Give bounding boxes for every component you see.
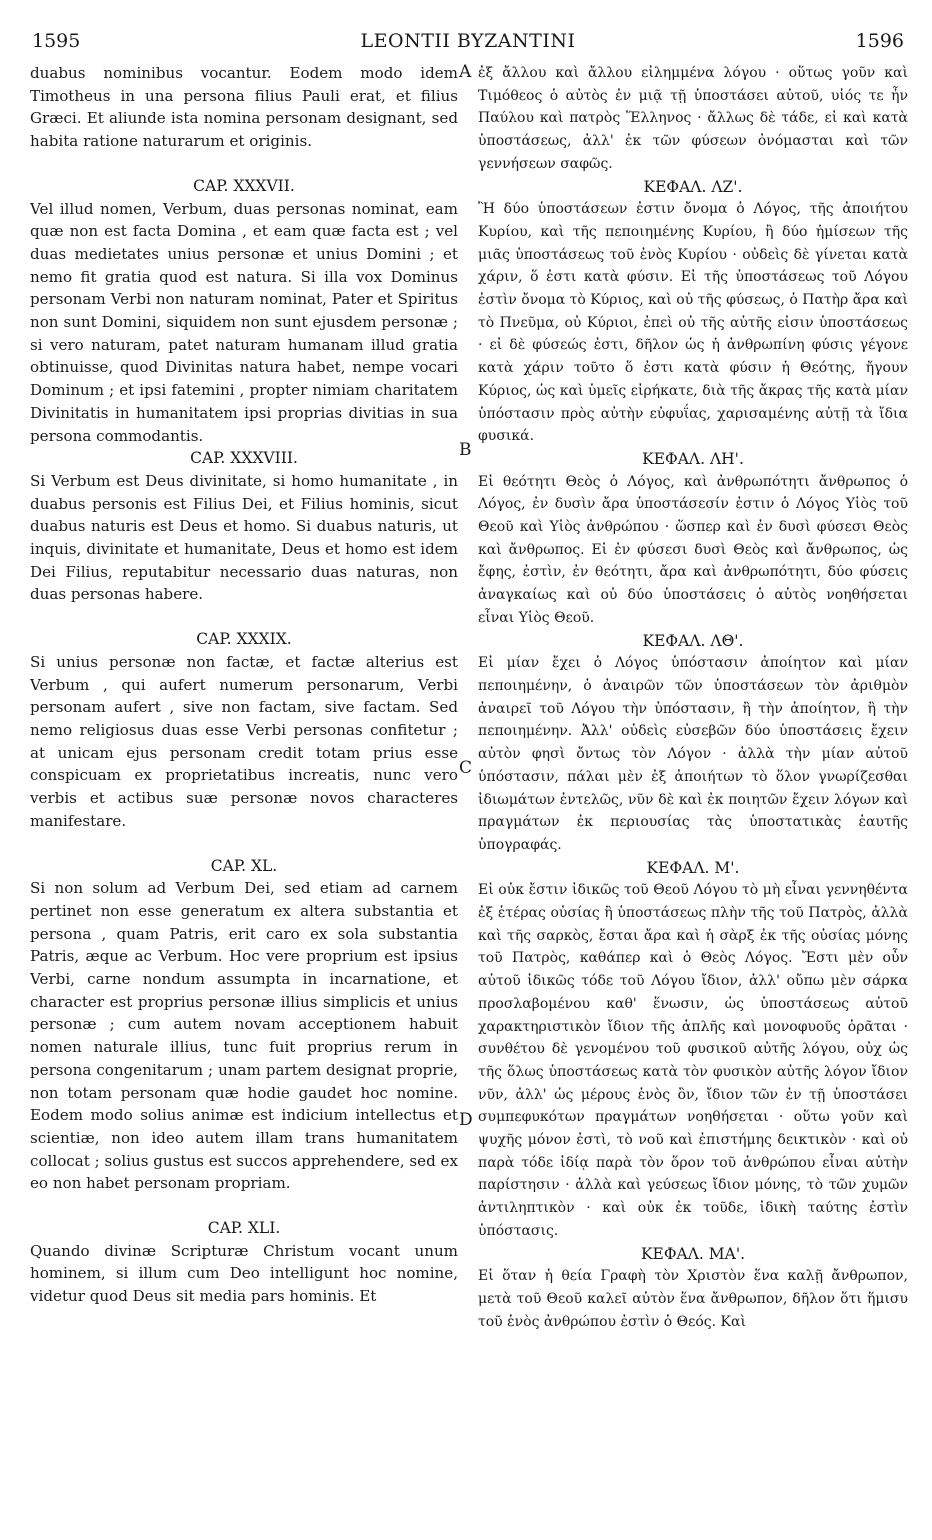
greek-chapter-40-text: Εἰ οὐκ ἔστιν ἰδικῶς τοῦ Θεοῦ Λόγου τὸ μὴ εἶναι γεννηθέντα ἐξ ἑτέρας οὐσίας ἢ ὑποστάσεως πλὴν τῆς τοῦ Πατρὸς, ἀλλὰ καὶ τῆς σαρκὸς, ἔσται ἄρα καὶ ἡ σὰρξ ἐκ τῆς οὐσίας μόνης τοῦ Πατρὸς, καθάπερ καὶ ὁ Θεὸς Λόγος. Ἔστι μὲν οὖν αὐτοῦ ἰδικῶς τόδε τοῦ Λόγου ἴδιον, ἀλλ' οὔπω μὲν σάρκα προσλαβομένου καθ' ἕνωσιν, ὡς ὑποστάσεως αὐτοῦ χαρακτηριστικὸν ἴδιον τῆς ἁπλῆς καὶ μονοφυοῦς ὁρᾶται · συνθέτου δὲ γενομένου τοῦ φυσικοῦ αὐτῆς λόγου, οὐχ ὡς τῆς ὅλως ὑποστάσεως κατὰ τὸν φυσικὸν αὐτῆς λόγον ἴδιον νῦν, ἀλλ' ὡς μέρους ἑνὸς ὂν, ἴδιον τῶν ἐν τῇ ὑποστάσει συμπεφυκότων πραγμάτων νοηθήσεται · οὕτω γοῦν καὶ ψυχῆς μόνον ἐστὶ, τὸ νοῦ καὶ ἐπιστήμης δεικτικὸν · καὶ οὐ παρὰ τόδε ἰδίᾳ παρὰ τὸν ὅρον τοῦ ἀνθρώπου εἶναι αὐτὴν παρίστησιν · ἀλλὰ καὶ γεύσεως ἴδιον μόνης, τὸ τῶν χυμῶν ἀντιληπτικὸν · καὶ οὐκ ἐκ τοῦδε, ἰδικὴ ταύτης ἐστὶν ὑπόστασις. [478, 882, 908, 1239]
spacer [30, 153, 458, 175]
greek-intro-paragraph: ἐξ ἄλλου καὶ ἄλλου εἰλημμένα λόγου · οὕτως γοῦν καὶ Τιμόθεος ὁ αὐτὸς ἐν μιᾷ τῇ ὑποστάσει αὐτοῦ, υἱός τε ἦν Παύλου καὶ πατρὸς Ἕλληνος · ἄλλως δὲ τάδε, εἰ καὶ κατὰ ὑποστάσεως, ἀλλ' ἐκ τῶν φύσεων ὀνόμασται καὶ τῶν γεννήσεων σαφῶς. [478, 65, 908, 172]
right-page-number: 1596 [855, 30, 904, 52]
greek-chapter-38-text: Εἰ θεότητι Θεὸς ὁ Λόγος, καὶ ἀνθρωπότητι ἄνθρωπος ὁ Λόγος, ἐν δυσὶν ἄρα ὑποστάσεσίν ἐστιν ὁ Λόγος Υἱὸς τοῦ Θεοῦ καὶ Υἱὸς ἀνθρώπου · ὥσπερ καὶ ἐν δυσὶ φύσεσι Θεὸς καὶ ἄνθρωπος. Εἰ ἐν φύσεσι δυσὶ Θεὸς καὶ ἄνθρωπος, ὡς ἔφης, ἐστὶν, ἐν θεότητι, ἄρα καὶ ἀνθρωπότητι, δύο φύσεις ἀναγκαίως καὶ οὐ δύο ὑποστάσεις ὁ αὐτὸς νοηθήσεται εἶναι Υἱὸς Θεοῦ. [478, 473, 908, 626]
margin-letter-d: D [459, 1110, 473, 1130]
margin-letter-c: C [459, 758, 473, 778]
margin-letter-b: B [459, 440, 472, 460]
greek-chapter-38-heading: ΚΕΦΑΛ. ΛΗ'. [642, 449, 744, 468]
latin-chapter-37-text: Vel illud nomen, Verbum, duas personas nominat, eam quæ non est facta Domina , et eam quæ facta est ; vel duas medietates unius personæ et unius Domini ; et nemo fit gratia quod est natura. Si illa vox Dominus personam Verbi non naturam nominat, Pater et Spiritus non sunt Domini, siquidem non sunt ejusdem personæ ; si vero naturam, patet naturam humanam illud gratia obtinuisse, quod Divinitas natura habet, nempe vocari Dominum ; et ipsi fatemini , propter nimiam charitatem Divinitatis in humanitatem ipsi proprias divitias in sua persona commodantis. [30, 199, 458, 445]
latin-chapter-39-text: Si unius personæ non factæ, et factæ alterius est Verbum , qui aufert numerum personarum, Verbi personam aufert , sive non factam, sive factam. Sed nemo religiosus duas esse Verbi personas confitetur ; at unicam ejus personam credit totam prius esse conspicuam ex proprietatibus increatis, nunc vero verbis et actibus suæ personæ novos characteres manifestare. [30, 652, 458, 830]
latin-chapter-41-text: Quando divinæ Scripturæ Christum vocant unum hominem, si illum cum Deo intelligunt hoc nomine, videtur quod Deus sit media pars hominis. Et [30, 1241, 458, 1306]
greek-chapter-39-heading: ΚΕΦΑΛ. ΛΘ'. [642, 631, 744, 650]
greek-chapter-39-text: Εἰ μίαν ἔχει ὁ Λόγος ὑπόστασιν ἀποίητον καὶ μίαν πεποιημένην, ὁ ἀναιρῶν τῶν ὑποστάσεων τὸν ἀριθμὸν ἀναιρεῖ τοῦ Λόγου τὴν ὑπόστασιν, ἢ τὴν ἀποίητον, ἢ τὴν πεποιημένην. Ἀλλ' οὐδεὶς εὐσεβῶν δύο ὑποστάσεις ἔχειν αὐτὸν φησὶ ὄντως τὸν Λόγον · ἀλλὰ τὴν μίαν αὐτοῦ ὑπόστασιν, πάλαι μὲν ἐξ ἀποιήτων τὸ ὅλον γνωρίζεσθαι ἰδιωμάτων ἐντελῶς, νῦν δὲ καὶ ἐκ ποιητῶν ἔχειν λόγων καὶ πραγμάτων ἐκ περιουσίας τὰς ὑποστατικὰς ἑαυτῆς ὑπογραφάς. [478, 655, 908, 853]
greek-chapter-41-text: Εἰ ὅταν ἡ θεία Γραφὴ τὸν Χριστὸν ἕνα καλῇ ἄνθρωπον, μετὰ τοῦ Θεοῦ καλεῖ αὐτὸν ἕνα ἄνθρωπον, δῆλον ὅτι ἥμισυ τοῦ ἑνὸς ἀνθρώπου ἐστὶν ὁ Θεός. Καὶ [478, 1268, 908, 1330]
latin-chapter-39-heading: CAP. XXXIX. [196, 630, 292, 649]
latin-intro-paragraph: duabus nominibus vocantur. Eodem modo idem Timotheus in una persona filius Pauli erat, et filius Græci. Et aliunde ista nomina personam designant, sed habita ratione naturarum et originis. [30, 64, 458, 151]
greek-column [478, 62, 908, 1532]
greek-chapter-40-heading: ΚΕΦΑΛ. Μ'. [646, 858, 740, 877]
latin-chapter-40-text: Si non solum ad Verbum Dei, sed etiam ad carnem pertinet non esse generatum ex altera substantia et persona , quam Patris, erit caro ex sola substantia Patris, æque ac Verbum. Hoc vere proprium est ipsius Verbi, carne nondum assumpta in incarnatione, et character est proprius personæ illius simplicis et unius personæ ; cum autem novam acceptionem habuit nomen naturale illius, tunc fuit proprius rerum in persona congenitarum ; unam partem designat proprie, non totam personam quæ hodie gaudet hoc nomine. Eodem modo solius animæ est indicium intellectus et scientiæ, non ideo autem illam trans humanitatem collocat ; solius gustus est succos apprehendere, sed ex eo non habet personam propriam. [30, 879, 458, 1193]
running-header [32, 30, 904, 60]
latin-chapter-41-heading: CAP. XLI. [207, 1219, 281, 1238]
latin-chapter-38-heading: CAP. XXXVIII. [190, 449, 298, 468]
greek-chapter-37-text: Ἢ δύο ὑποστάσεων ἐστιν ὄνομα ὁ Λόγος, τῆς ἀποιήτου Κυρίου, καὶ τῆς πεποιημένης Κυρίου, ἢ δύο ἡμίσεων τῆς μιᾶς ὑποστάσεως τοῦ ἑνὸς Κυρίου · οὐδεὶς δὲ γίνεται κατὰ χάριν, ὅ ἐστι κατὰ φύσιν. Εἰ τῆς ὑποστάσεως τοῦ Λόγου ἐστὶν ὄνομα τὸ Κύριος, καὶ οὐ τῆς φύσεως, ὁ Πατὴρ ἄρα καὶ τὸ Πνεῦμα, οὐ Κύριοι, ἐπεὶ οὐ τῆς αὐτῆς εἰσιν ὑποστάσεως · εἰ δὲ φύσεώς ἐστι, δῆλον ὡς ἡ ἀνθρωπίνη φύσις γέγονε κατὰ χάριν τοῦτο ὅ ἐστι κατὰ φύσιν ἡ Θεότης, ἤγουν Κύριος, ὡς καὶ ὑμεῖς εἰρήκατε, διὰ τῆς ἄκρας τῆς κατὰ μίαν ὑπόστασιν πρὸς αὐτὴν εὐφυΐας, χαρισαμένης αὐτῇ τὰ ἴδια φυσικά. [478, 201, 908, 445]
margin-letter-a: A [459, 62, 472, 82]
latin-chapter-37-heading: CAP. XXXVII. [193, 176, 295, 195]
latin-column [30, 62, 458, 1532]
latin-chapter-38-text: Si Verbum est Deus divinitate, si homo humanitate , in duabus personis est Filius Dei, et Filius hominis, sicut duabus naturis est Deus et homo. Si duabus naturis, ut inquis, divinitate et humanitate, Deus et homo est idem Dei Filius, reputabitur necessario duas naturas, non duas personas habere. [30, 471, 458, 604]
running-title: LEONTII BYZANTINI [360, 30, 576, 52]
greek-chapter-41-heading: ΚΕΦΑΛ. ΜΑ'. [640, 1244, 746, 1263]
left-page-number: 1595 [32, 30, 81, 52]
latin-chapter-40-heading: CAP. XL. [210, 856, 278, 875]
greek-chapter-37-heading: ΚΕΦΑΛ. ΛΖ'. [643, 177, 743, 196]
